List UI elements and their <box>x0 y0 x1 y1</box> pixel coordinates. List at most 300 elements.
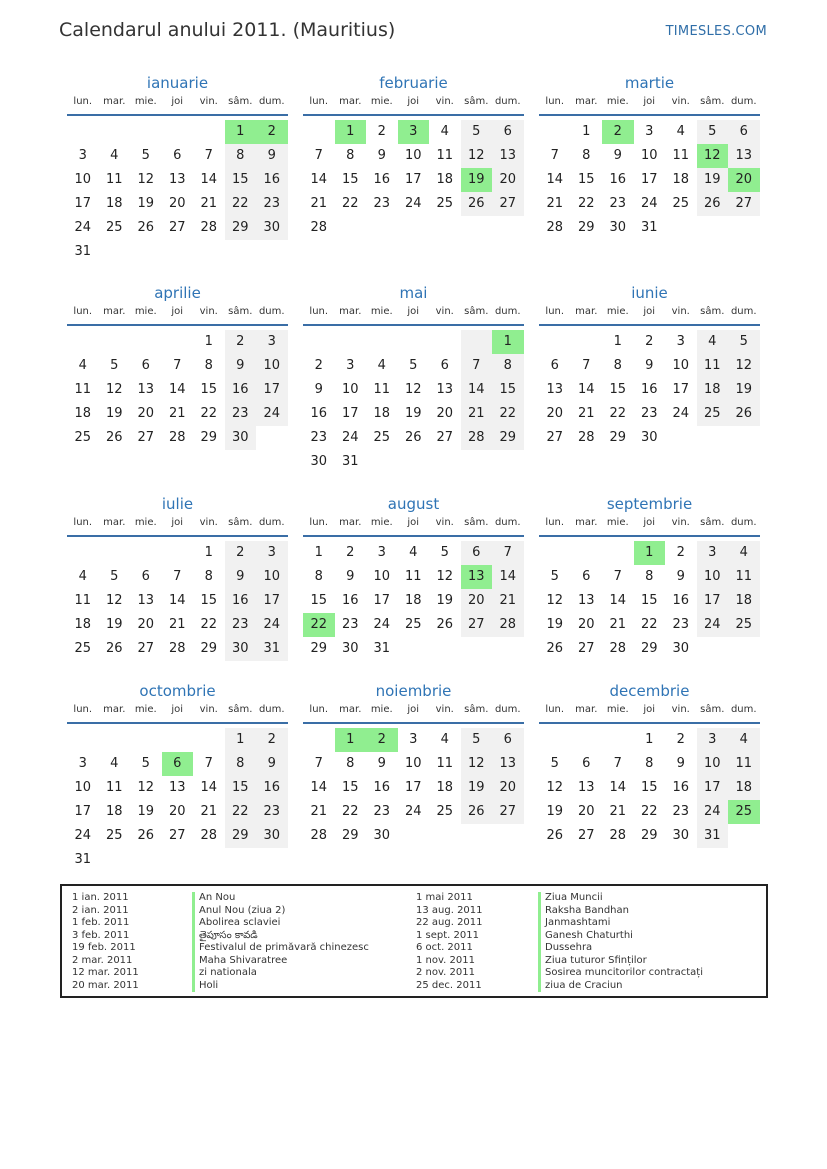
day-cell: 9 <box>613 148 622 163</box>
weekday-label: mar. <box>575 96 598 107</box>
weekday-label: joi <box>407 306 420 317</box>
day-cell: 26 <box>461 192 493 216</box>
legend-date: 19 feb. 2011 <box>72 942 136 953</box>
day-cell: 1 <box>613 334 622 349</box>
legend-holiday-name: Ziua tuturor Sfinților <box>538 955 703 968</box>
holiday-day-cell: 1 <box>225 120 257 144</box>
weekday-label: vin. <box>671 704 690 715</box>
day-cell: 28 <box>609 828 627 843</box>
day-cell: 25 <box>672 196 690 211</box>
empty-cell <box>303 120 335 144</box>
legend-holiday-name: An Nou <box>192 892 369 905</box>
month-iulie <box>67 493 288 661</box>
day-cell: 5 <box>461 120 493 144</box>
weekday-label: mie. <box>606 96 629 107</box>
day-grid <box>539 330 760 450</box>
day-cell: 14 <box>310 172 328 187</box>
month-divider <box>539 324 760 326</box>
day-cell: 26 <box>105 430 123 445</box>
day-cell: 27 <box>577 828 595 843</box>
day-cell: 20 <box>436 406 454 421</box>
day-cell: 10 <box>74 780 92 795</box>
day-cell: 2 <box>377 124 386 139</box>
day-cell: 14 <box>609 593 627 608</box>
month-name: iunie <box>631 284 668 302</box>
day-cell: 17 <box>672 382 690 397</box>
day-cell: 27 <box>436 430 454 445</box>
weekday-label: joi <box>643 517 656 528</box>
weekday-label: lun. <box>309 306 329 317</box>
day-cell: 11 <box>728 752 760 776</box>
weekday-label: dum. <box>494 306 521 317</box>
day-cell: 22 <box>341 196 359 211</box>
day-cell: 10 <box>640 148 658 163</box>
weekday-header <box>303 702 524 722</box>
legend-dates-right <box>416 892 483 992</box>
day-cell: 12 <box>137 780 155 795</box>
weekday-label: lun. <box>73 517 93 528</box>
weekday-header <box>303 304 524 324</box>
day-cell: 19 <box>546 804 564 819</box>
day-cell: 9 <box>377 756 386 771</box>
day-cell: 18 <box>672 172 690 187</box>
weekday-label: sâm. <box>464 704 489 715</box>
day-cell: 10 <box>74 172 92 187</box>
day-cell: 31 <box>341 454 359 469</box>
day-cell: 4 <box>78 569 87 584</box>
day-cell: 14 <box>168 593 186 608</box>
day-cell: 25 <box>105 220 123 235</box>
day-cell: 31 <box>640 220 658 235</box>
month-divider <box>539 535 760 537</box>
day-cell: 21 <box>609 617 627 632</box>
legend-holiday-name: Maha Shivaratree <box>192 955 369 968</box>
day-cell: 10 <box>404 756 422 771</box>
day-cell: 6 <box>550 358 559 373</box>
weekday-label: dum. <box>494 517 521 528</box>
day-cell: 23 <box>256 800 288 824</box>
day-cell: 27 <box>577 641 595 656</box>
day-cell: 15 <box>200 593 218 608</box>
day-cell: 13 <box>436 382 454 397</box>
weekday-label: dum. <box>494 96 521 107</box>
day-cell: 17 <box>341 406 359 421</box>
weekday-label: mie. <box>370 306 393 317</box>
day-cell: 1 <box>582 124 591 139</box>
day-cell: 5 <box>550 569 559 584</box>
day-cell: 20 <box>492 168 524 192</box>
day-cell: 4 <box>676 124 685 139</box>
day-cell: 15 <box>492 378 524 402</box>
weekday-header <box>67 702 288 722</box>
weekday-label: mar. <box>575 704 598 715</box>
weekday-label: mie. <box>606 704 629 715</box>
brand-link[interactable]: TIMESLES.COM <box>665 24 767 39</box>
month-name: februarie <box>379 74 448 92</box>
day-cell: 7 <box>461 354 493 378</box>
day-cell: 12 <box>105 593 123 608</box>
day-cell: 30 <box>256 216 288 240</box>
weekday-label: dum. <box>494 704 521 715</box>
day-cell: 3 <box>346 358 355 373</box>
empty-cell <box>130 120 162 144</box>
holiday-day-cell: 25 <box>728 800 760 824</box>
day-cell: 28 <box>168 641 186 656</box>
day-cell: 6 <box>173 148 182 163</box>
day-cell: 12 <box>461 752 493 776</box>
empty-cell <box>429 330 461 354</box>
weekday-label: mie. <box>370 96 393 107</box>
day-cell: 12 <box>546 780 564 795</box>
legend-holiday-name: zi nationala <box>192 967 369 980</box>
weekday-label: sâm. <box>464 96 489 107</box>
weekday-label: sâm. <box>228 517 253 528</box>
day-cell: 25 <box>105 828 123 843</box>
day-cell: 26 <box>404 430 422 445</box>
weekday-label: dum. <box>730 517 757 528</box>
day-cell: 3 <box>256 541 288 565</box>
day-cell: 29 <box>609 430 627 445</box>
day-cell: 21 <box>168 406 186 421</box>
day-cell: 7 <box>204 148 213 163</box>
day-cell: 14 <box>461 378 493 402</box>
day-cell: 25 <box>373 430 391 445</box>
day-cell: 20 <box>168 196 186 211</box>
empty-cell <box>99 541 131 565</box>
day-cell: 10 <box>672 358 690 373</box>
day-cell: 24 <box>697 800 729 824</box>
weekday-label: vin. <box>435 306 454 317</box>
day-cell: 16 <box>225 589 257 613</box>
day-cell: 4 <box>728 541 760 565</box>
weekday-header <box>539 515 760 535</box>
day-cell: 16 <box>640 382 658 397</box>
day-cell: 12 <box>728 354 760 378</box>
day-cell: 15 <box>640 780 658 795</box>
legend-holiday-name: Raksha Bandhan <box>538 905 703 918</box>
day-cell: 12 <box>436 569 454 584</box>
day-cell: 9 <box>225 354 257 378</box>
day-cell: 10 <box>697 565 729 589</box>
day-cell: 26 <box>546 641 564 656</box>
day-cell: 17 <box>373 593 391 608</box>
day-cell: 7 <box>550 148 559 163</box>
weekday-label: mie. <box>134 704 157 715</box>
weekday-label: joi <box>407 704 420 715</box>
day-cell: 13 <box>577 780 595 795</box>
day-cell: 10 <box>373 569 391 584</box>
day-cell: 5 <box>440 545 449 560</box>
weekday-label: mar. <box>103 306 126 317</box>
weekday-label: mar. <box>103 96 126 107</box>
holiday-day-cell: 2 <box>366 728 398 752</box>
day-cell: 13 <box>728 144 760 168</box>
month-name: noiembrie <box>375 682 452 700</box>
day-cell: 21 <box>546 196 564 211</box>
day-cell: 26 <box>461 800 493 824</box>
legend-date: 2 ian. 2011 <box>72 904 129 916</box>
empty-cell <box>539 330 571 354</box>
weekday-label: vin. <box>671 306 690 317</box>
weekday-label: joi <box>171 517 184 528</box>
empty-cell <box>99 728 131 752</box>
day-cell: 29 <box>200 641 218 656</box>
day-cell: 28 <box>200 220 218 235</box>
day-cell: 17 <box>404 780 422 795</box>
month-divider <box>303 722 524 724</box>
empty-cell <box>303 728 335 752</box>
day-cell: 18 <box>728 776 760 800</box>
weekday-label: mar. <box>575 306 598 317</box>
day-cell: 19 <box>404 406 422 421</box>
day-cell: 31 <box>74 852 92 867</box>
day-cell: 6 <box>582 569 591 584</box>
day-cell: 19 <box>546 617 564 632</box>
weekday-label: mie. <box>370 704 393 715</box>
day-cell: 30 <box>310 454 328 469</box>
day-cell: 10 <box>341 382 359 397</box>
legend-date: 1 feb. 2011 <box>72 917 130 928</box>
weekday-label: mie. <box>134 96 157 107</box>
day-cell: 17 <box>404 172 422 187</box>
day-cell: 8 <box>225 752 257 776</box>
weekday-label: dum. <box>258 96 285 107</box>
day-cell: 27 <box>492 800 524 824</box>
weekday-label: dum. <box>258 306 285 317</box>
weekday-label: mar. <box>103 517 126 528</box>
weekday-label: mar. <box>103 704 126 715</box>
month-divider <box>67 722 288 724</box>
month-octombrie <box>67 680 288 872</box>
day-cell: 7 <box>173 358 182 373</box>
weekday-label: sâm. <box>464 306 489 317</box>
weekday-label: sâm. <box>228 704 253 715</box>
day-cell: 18 <box>436 172 454 187</box>
day-cell: 18 <box>74 406 92 421</box>
month-divider <box>539 114 760 116</box>
day-cell: 31 <box>256 637 288 661</box>
legend-date: 12 mar. 2011 <box>72 967 139 978</box>
day-cell: 29 <box>577 220 595 235</box>
holiday-day-cell: 1 <box>634 541 666 565</box>
day-cell: 20 <box>168 804 186 819</box>
day-cell: 16 <box>225 378 257 402</box>
day-cell: 7 <box>613 756 622 771</box>
day-cell: 22 <box>492 402 524 426</box>
day-cell: 13 <box>492 752 524 776</box>
day-cell: 23 <box>640 406 658 421</box>
weekday-label: dum. <box>730 96 757 107</box>
day-cell: 31 <box>697 824 729 848</box>
day-cell: 30 <box>640 430 658 445</box>
weekday-header <box>67 94 288 114</box>
day-cell: 4 <box>728 728 760 752</box>
legend-date: 20 mar. 2011 <box>72 979 139 991</box>
day-grid <box>303 330 524 474</box>
day-cell: 3 <box>78 756 87 771</box>
day-cell: 19 <box>105 617 123 632</box>
page-title: Calendarul anului 2011. (Mauritius) <box>59 19 396 41</box>
month-divider <box>303 114 524 116</box>
day-cell: 23 <box>225 613 257 637</box>
day-cell: 12 <box>404 382 422 397</box>
month-name: decembrie <box>609 682 690 700</box>
day-cell: 8 <box>346 756 355 771</box>
weekday-label: vin. <box>199 517 218 528</box>
day-cell: 31 <box>373 641 391 656</box>
legend-date: 3 feb. 2011 <box>72 929 130 941</box>
day-cell: 23 <box>256 192 288 216</box>
day-cell: 20 <box>577 804 595 819</box>
empty-cell <box>99 120 131 144</box>
day-cell: 14 <box>310 780 328 795</box>
legend-date: 13 aug. 2011 <box>416 904 483 916</box>
day-cell: 22 <box>200 617 218 632</box>
day-cell: 7 <box>314 756 323 771</box>
day-cell: 25 <box>436 804 454 819</box>
day-cell: 2 <box>314 358 323 373</box>
weekday-label: lun. <box>309 704 329 715</box>
weekday-label: mar. <box>339 96 362 107</box>
day-cell: 29 <box>225 824 257 848</box>
day-cell: 19 <box>436 593 454 608</box>
weekday-label: lun. <box>73 704 93 715</box>
day-grid <box>539 728 760 848</box>
day-cell: 21 <box>168 617 186 632</box>
day-cell: 11 <box>373 382 391 397</box>
month-name: septembrie <box>606 495 693 513</box>
day-cell: 7 <box>582 358 591 373</box>
day-cell: 15 <box>341 172 359 187</box>
day-cell: 20 <box>546 406 564 421</box>
day-cell: 8 <box>582 148 591 163</box>
empty-cell <box>99 330 131 354</box>
month-divider <box>67 114 288 116</box>
weekday-label: joi <box>407 96 420 107</box>
day-cell: 18 <box>74 617 92 632</box>
day-cell: 4 <box>377 358 386 373</box>
day-cell: 24 <box>341 430 359 445</box>
legend-date: 22 aug. 2011 <box>416 917 483 928</box>
day-cell: 30 <box>672 828 690 843</box>
day-cell: 14 <box>168 382 186 397</box>
day-cell: 3 <box>409 732 418 747</box>
day-cell: 26 <box>436 617 454 632</box>
day-cell: 23 <box>672 804 690 819</box>
day-cell: 22 <box>577 196 595 211</box>
day-cell: 14 <box>200 172 218 187</box>
month-divider <box>67 535 288 537</box>
day-cell: 8 <box>613 358 622 373</box>
day-cell: 24 <box>256 402 288 426</box>
day-cell: 27 <box>728 192 760 216</box>
legend-names-right <box>538 892 703 992</box>
weekday-label: vin. <box>671 517 690 528</box>
day-cell: 9 <box>676 569 685 584</box>
day-cell: 16 <box>310 406 328 421</box>
day-cell: 21 <box>310 804 328 819</box>
empty-cell <box>461 330 493 354</box>
month-februarie <box>303 72 524 240</box>
day-cell: 25 <box>74 430 92 445</box>
legend-date: 6 oct. 2011 <box>416 942 473 953</box>
day-grid <box>303 728 524 848</box>
holiday-day-cell: 2 <box>256 120 288 144</box>
day-cell: 19 <box>105 406 123 421</box>
legend-holiday-name: ziua de Craciun <box>538 980 703 993</box>
month-name: ianuarie <box>146 74 209 92</box>
day-cell: 11 <box>74 382 92 397</box>
empty-cell <box>130 330 162 354</box>
day-cell: 3 <box>697 541 729 565</box>
day-grid <box>539 120 760 240</box>
month-septembrie <box>539 493 760 661</box>
day-cell: 24 <box>640 196 658 211</box>
day-cell: 11 <box>436 756 454 771</box>
day-cell: 5 <box>461 728 493 752</box>
day-cell: 21 <box>200 196 218 211</box>
empty-cell <box>67 728 99 752</box>
legend-holiday-name: Anul Nou (ziua 2) <box>192 905 369 918</box>
day-cell: 29 <box>640 641 658 656</box>
day-cell: 3 <box>256 330 288 354</box>
day-cell: 28 <box>609 641 627 656</box>
day-cell: 13 <box>137 593 155 608</box>
day-cell: 6 <box>492 120 524 144</box>
empty-cell <box>162 728 194 752</box>
day-cell: 22 <box>225 800 257 824</box>
day-cell: 30 <box>341 641 359 656</box>
day-cell: 24 <box>672 406 690 421</box>
month-decembrie <box>539 680 760 848</box>
day-cell: 15 <box>225 776 257 800</box>
day-cell: 9 <box>225 565 257 589</box>
weekday-header <box>539 304 760 324</box>
legend-holiday-name: తైపూసం కావడి <box>192 930 369 943</box>
day-cell: 28 <box>310 220 328 235</box>
day-cell: 26 <box>137 220 155 235</box>
weekday-label: mar. <box>575 517 598 528</box>
day-cell: 21 <box>310 196 328 211</box>
day-cell: 30 <box>225 637 257 661</box>
empty-cell <box>335 330 367 354</box>
day-cell: 10 <box>256 565 288 589</box>
weekday-label: joi <box>171 704 184 715</box>
day-grid <box>303 541 524 661</box>
legend-date: 1 mai 2011 <box>416 892 473 903</box>
day-cell: 9 <box>346 569 355 584</box>
day-cell: 7 <box>173 569 182 584</box>
weekday-label: sâm. <box>700 517 725 528</box>
weekday-label: vin. <box>199 306 218 317</box>
legend-dates-left <box>72 892 139 992</box>
day-cell: 23 <box>310 430 328 445</box>
day-cell: 4 <box>110 148 119 163</box>
weekday-label: mie. <box>606 306 629 317</box>
day-cell: 8 <box>346 148 355 163</box>
legend-holiday-name: Janmashtami <box>538 917 703 930</box>
day-cell: 27 <box>168 828 186 843</box>
month-aprilie <box>67 282 288 450</box>
weekday-header <box>539 94 760 114</box>
empty-cell <box>162 120 194 144</box>
day-cell: 15 <box>577 172 595 187</box>
day-cell: 22 <box>225 192 257 216</box>
day-grid <box>67 120 288 264</box>
holiday-day-cell: 6 <box>162 752 194 776</box>
day-cell: 15 <box>341 780 359 795</box>
day-cell: 29 <box>225 216 257 240</box>
